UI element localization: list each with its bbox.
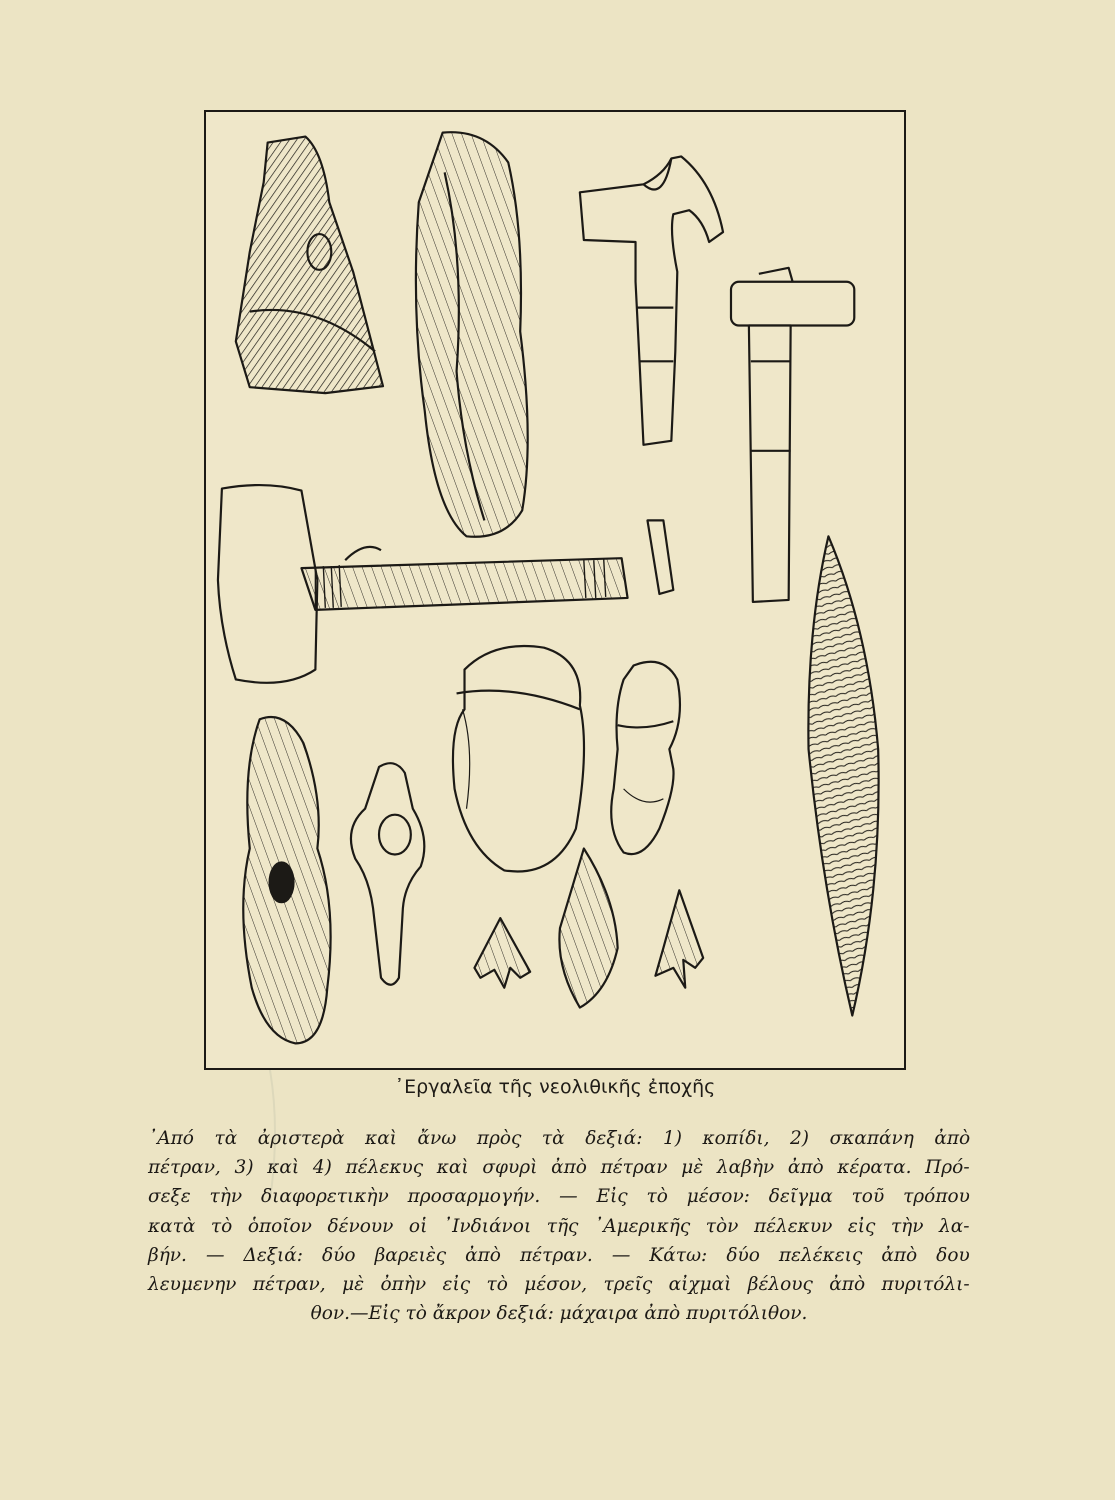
arrowhead-centre xyxy=(559,849,617,1008)
flint-dagger xyxy=(808,536,878,1015)
figure-caption xyxy=(148,1124,970,1328)
perforated-axe-centre xyxy=(351,763,424,985)
figure-frame xyxy=(204,110,906,1070)
caption-line: πέτραν, 3) καὶ 4) πέλεκυς καὶ σφυρὶ ἀπὸ πέτραν μὲ λαβὴν ἀπὸ κέρατα. Πρό- xyxy=(148,1157,970,1179)
rounded-stone-hammer xyxy=(453,646,584,871)
caption-line: σεξε τὴν διαφορετικὴν προσαρμογήν. — Εἰς τὸ μέσον: δεῖγμα τοῦ τρόπου xyxy=(148,1186,970,1208)
figure-title: ᾿Εργαλεῖα τῆς νεολιθικῆς ἐποχῆς xyxy=(394,1076,716,1098)
bound-hafted-axe xyxy=(218,485,628,683)
stone-mattock xyxy=(416,132,528,537)
small-stone-hammer xyxy=(611,662,680,854)
neolithic-tools-illustration xyxy=(206,112,904,1068)
caption-line: θον.—Εἰς τὸ ἄκρον δεξιά: μάχαιρα ἀπὸ πυριτόλιθον. xyxy=(310,1303,808,1325)
caption-line: ᾿Από τὰ ἀριστερὰ καὶ ἄνω πρὸς τὰ δεξιά: 1) κοπίδι, 2) σκαπάνη ἀπὸ xyxy=(148,1128,971,1149)
antler-handle-axe xyxy=(580,156,723,593)
caption-line: βήν. — Δεξιά: δύο βαρειὲς ἀπὸ πέτραν. — Κάτω: δύο πελέκεις ἀπὸ δου xyxy=(148,1244,970,1266)
caption-line: λευμενην πέτραν, μὲ ὀπὴν εἰς τὸ μέσον, τρεῖς αἰχμαὶ βέλους ἀπὸ πυριτόλι- xyxy=(148,1274,970,1296)
arrowhead-right xyxy=(655,890,703,987)
flint-chopper xyxy=(236,137,383,394)
caption-line: κατὰ τὸ ὁποῖον δένουν οἱ ᾿Ινδιάνοι τῆς ᾿Αμερικῆς τὸν πέλεκυν εἰς τὴν λα- xyxy=(148,1215,970,1237)
perforated-axe-left xyxy=(243,717,330,1043)
arrowhead-left xyxy=(474,918,530,988)
